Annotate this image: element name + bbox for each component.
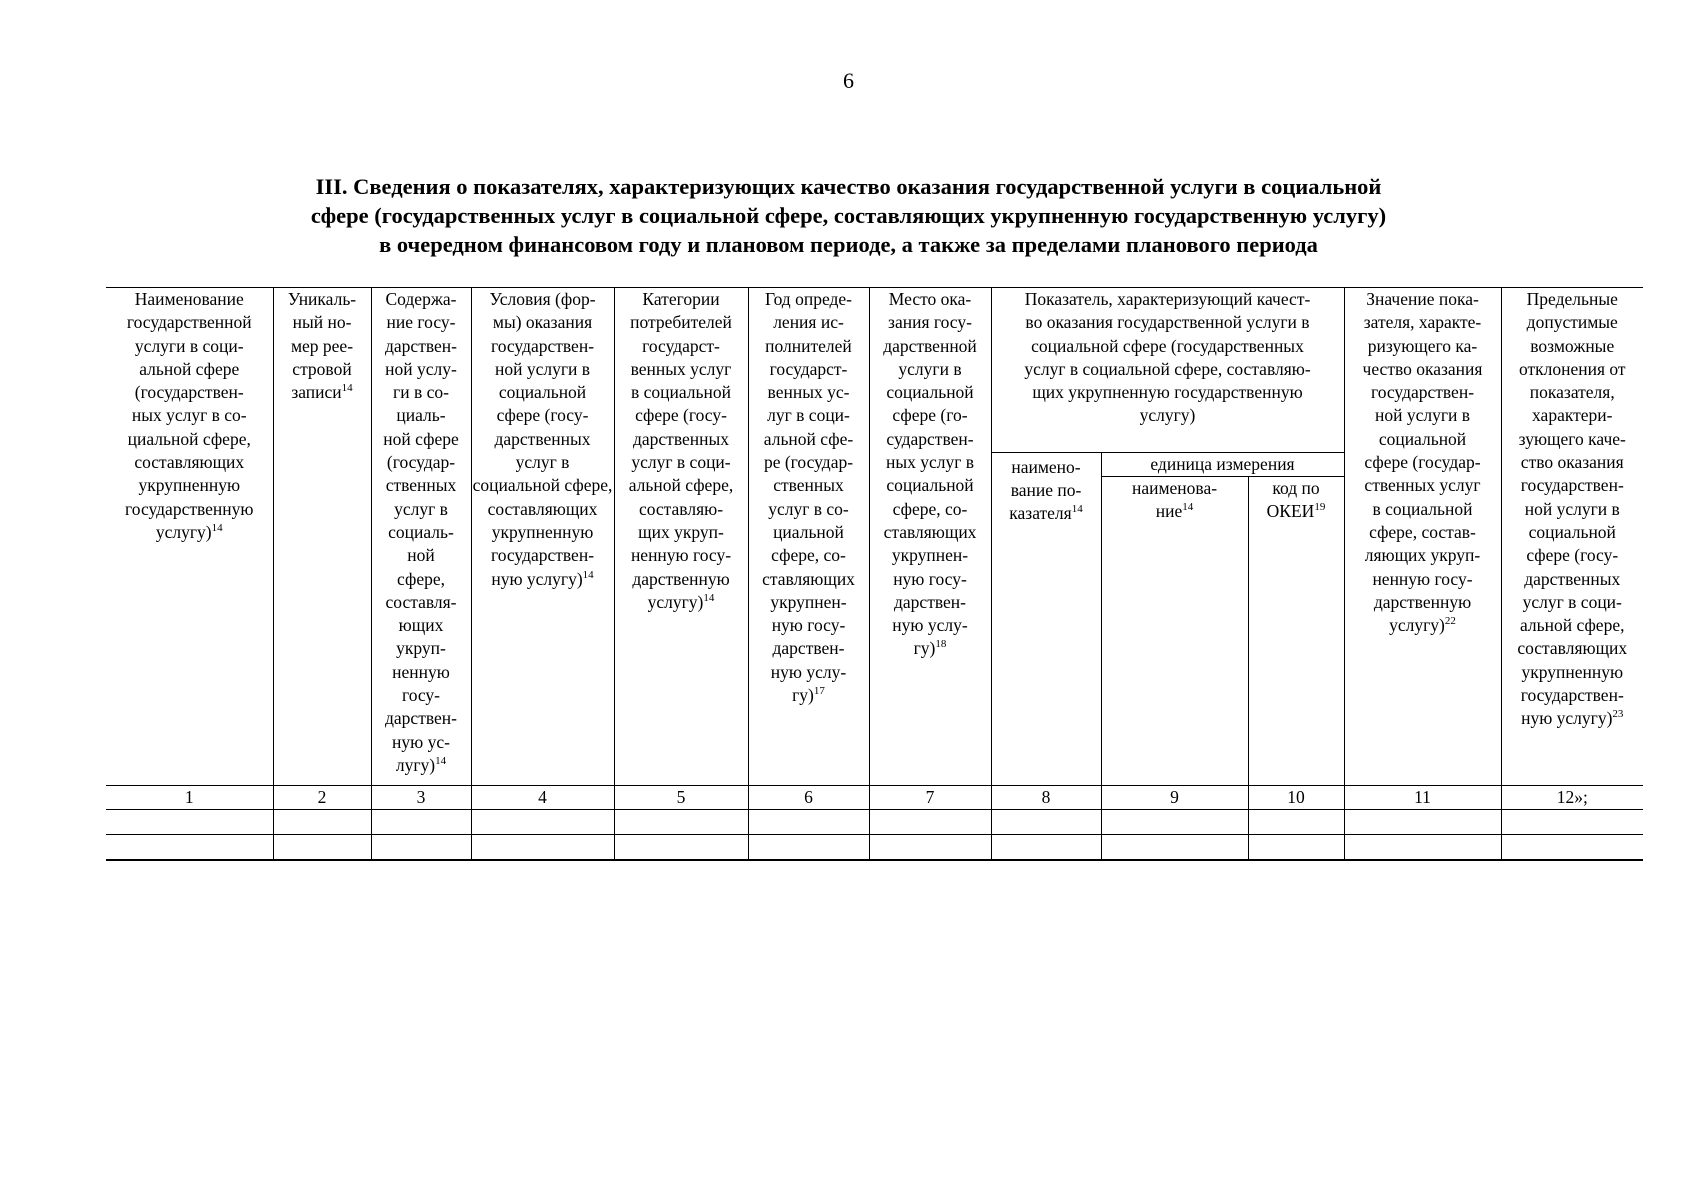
column-number: 6 xyxy=(748,786,869,810)
table-row xyxy=(106,835,1643,861)
column-number: 7 xyxy=(869,786,991,810)
table-cell xyxy=(1101,810,1248,835)
title-line-3: в очередном финансовом году и плановом периоде, а также за пределами планового периода xyxy=(379,232,1318,257)
header-service-conditions: Условия (фор- мы) оказания государствен- ной услуги в социальной сфере (госу- дарственных услуг в социальной сфере, составляющих укрупненную государствен- ную услугу)$^{14}$ xyxy=(471,288,614,786)
title-line-2: сфере (государственных услуг в социальной сфере, составляющих укрупненную государственную услугу) xyxy=(310,203,1387,228)
table-cell xyxy=(106,835,273,861)
header-indicator-value: Значение пока- зателя, характе- ризующего ка- чество оказания государствен- ной услуги в социальной сфере (государ- ственных услуг в социальной сфере, состав- ляющих укруп- ненную госу- дарственную услугу)$^{22}$ xyxy=(1344,288,1501,786)
table-cell xyxy=(1501,810,1643,835)
table-cell xyxy=(614,835,748,861)
header-registry-number: Уникаль- ный но- мер рее- стровой записи$^{14}$ xyxy=(273,288,371,786)
subheader-unit-name: наименова- ние$^{14}$ xyxy=(1101,477,1248,786)
column-number: 1 xyxy=(106,786,273,810)
header-service-location: Место ока- зания госу- дарственной услуги в социальной сфере (го- сударствен- ных услуг в социальной сфере, со- ставляющих укрупнен- ную госу- дарствен- ную услу- гу)$^{18}$ xyxy=(869,288,991,786)
section-title xyxy=(180,172,1517,259)
column-number: 10 xyxy=(1248,786,1344,810)
table-cell xyxy=(1101,835,1248,861)
table-cell xyxy=(471,810,614,835)
table-cell xyxy=(106,810,273,835)
table-cell xyxy=(991,810,1101,835)
column-number: 11 xyxy=(1344,786,1501,810)
header-consumer-categories: Категории потребителей государст- венных услуг в социальной сфере (госу- дарственных услуг в соци- альной сфере, составляю- щих укруп- ненную госу- дарственную услугу)$^{14}$ xyxy=(614,288,748,786)
title-line-1: III. Сведения о показателях, характеризующих качество оказания государственной услуги в социальной xyxy=(315,174,1382,199)
column-number: 4 xyxy=(471,786,614,810)
header-quality-indicator: Показатель, характеризующий качест- во оказания государственной услуги в социальной сфере (государственных услуг в социальной сфере, составляю- щих укрупненную государственную услугу) xyxy=(991,288,1344,453)
column-number: 3 xyxy=(371,786,471,810)
subheader-indicator-name: наимено- вание по- казателя$^{14}$ xyxy=(991,453,1101,786)
header-service-content: Содержа- ние госу- дарствен- ной услу- ги в со- циаль- ной сфере (государ- ственных услуг в социаль- ной сфере, составля- ющих укруп- ненную госу- дарствен- ную ус- лугу)$^{14}$ xyxy=(371,288,471,786)
table-cell xyxy=(371,810,471,835)
table-cell xyxy=(1344,835,1501,861)
table-cell xyxy=(1248,810,1344,835)
table-cell xyxy=(748,810,869,835)
table-cell xyxy=(869,835,991,861)
column-number: 9 xyxy=(1101,786,1248,810)
header-year-of-determination: Год опреде- ления ис- полнителей государст- венных ус- луг в соци- альной сфе- ре (государ- ственных услуг в со- циальной сфере, со- ставляющих укрупнен- ную госу- дарствен- ную услу- гу)$^{17}$ xyxy=(748,288,869,786)
column-number-row xyxy=(106,786,1643,810)
table-cell xyxy=(614,810,748,835)
subheader-unit: единица измерения xyxy=(1101,453,1344,477)
header-allowed-deviations: Предельные допустимые возможные отклонения от показателя, характери- зующего каче- ство оказания государствен- ной услуги в социальной сфере (госу- дарственных услуг в соци- альной сфере, составляющих укрупненную государствен- ную услугу)$^{23}$ xyxy=(1501,288,1643,786)
table-cell xyxy=(273,810,371,835)
subheader-okei-code: код по ОКЕИ$^{19}$ xyxy=(1248,477,1344,786)
column-number: 12»; xyxy=(1501,786,1643,810)
table-cell xyxy=(273,835,371,861)
quality-indicators-table xyxy=(106,287,1643,861)
table-cell xyxy=(748,835,869,861)
table-cell xyxy=(991,835,1101,861)
table-cell xyxy=(371,835,471,861)
table-cell xyxy=(471,835,614,861)
table-row xyxy=(106,810,1643,835)
table-cell xyxy=(1501,835,1643,861)
table-cell xyxy=(1248,835,1344,861)
header-row xyxy=(106,288,1643,453)
column-number: 5 xyxy=(614,786,748,810)
page-number: 6 xyxy=(843,68,854,93)
column-number: 2 xyxy=(273,786,371,810)
header-service-name: Наименование государственной услуги в соци- альной сфере (государствен- ных услуг в со- циальной сфере, составляющих укрупненную государственную услугу)$^{14}$ xyxy=(106,288,273,786)
table-cell xyxy=(869,810,991,835)
column-number: 8 xyxy=(991,786,1101,810)
table-cell xyxy=(1344,810,1501,835)
